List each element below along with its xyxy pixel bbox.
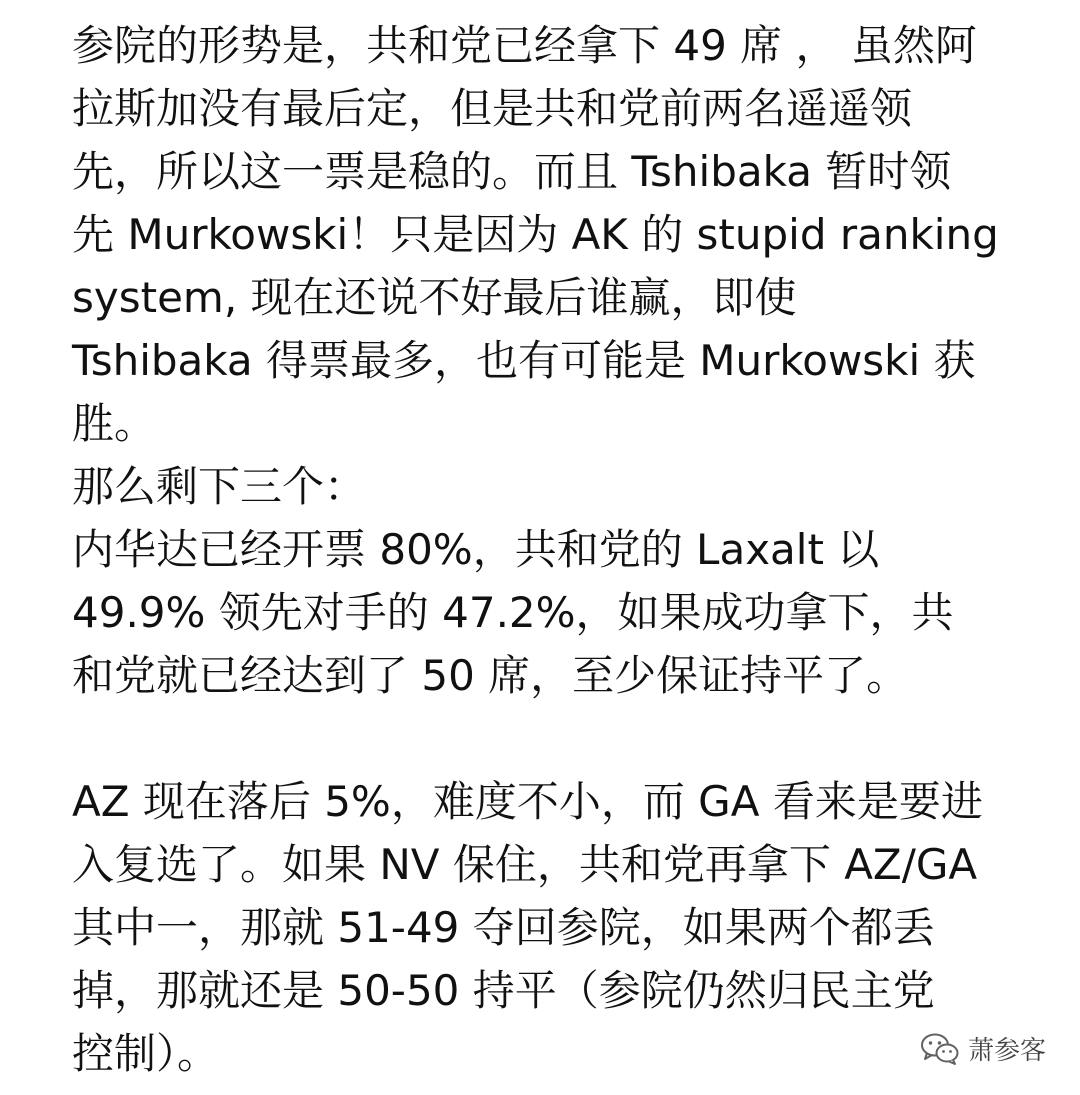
watermark-text: 萧参客 bbox=[967, 1036, 1046, 1066]
text-line: 49.9% 领先对手的 47.2%，如果成功拿下，共 bbox=[72, 588, 954, 637]
text-line: 先，所以这一票是稳的。而且 Tshibaka 暂时领 bbox=[72, 147, 952, 196]
article-body bbox=[72, 14, 1032, 1085]
text-line: 那么剩下三个： bbox=[72, 462, 367, 511]
wechat-icon bbox=[920, 1032, 960, 1066]
text-line: 先 Murkowski！只是因为 AK 的 stupid ranking bbox=[72, 210, 999, 259]
text-line: 参院的形势是，共和党已经拿下 49 席 ， 虽然阿 bbox=[72, 21, 977, 70]
text-line: 和党就已经达到了 50 席，至少保证持平了。 bbox=[72, 651, 909, 700]
watermark bbox=[920, 1030, 1046, 1067]
text-line: 控制）。 bbox=[72, 1029, 220, 1078]
text-line: Tshibaka 得票最多，也有可能是 Murkowski 获 bbox=[72, 336, 976, 385]
paragraph-spacer bbox=[72, 707, 1032, 770]
text-line: 拉斯加没有最后定，但是共和党前两名遥遥领 bbox=[72, 84, 913, 133]
text-line: 掉，那就还是 50-50 持平（参院仍然归民主党 bbox=[72, 966, 935, 1015]
text-line: 内华达已经开票 80%，共和党的 Laxalt 以 bbox=[72, 525, 880, 574]
text-line: 入复选了。如果 NV 保住，共和党再拿下 AZ/GA bbox=[72, 840, 978, 889]
text-line: 其中一，那就 51-49 夺回参院，如果两个都丢 bbox=[72, 903, 935, 952]
text-line: system, 现在还说不好最后谁赢，即使 bbox=[72, 273, 797, 322]
text-line: AZ 现在落后 5%，难度不小，而 GA 看来是要进 bbox=[72, 777, 983, 826]
text-line: 胜。 bbox=[72, 399, 157, 448]
